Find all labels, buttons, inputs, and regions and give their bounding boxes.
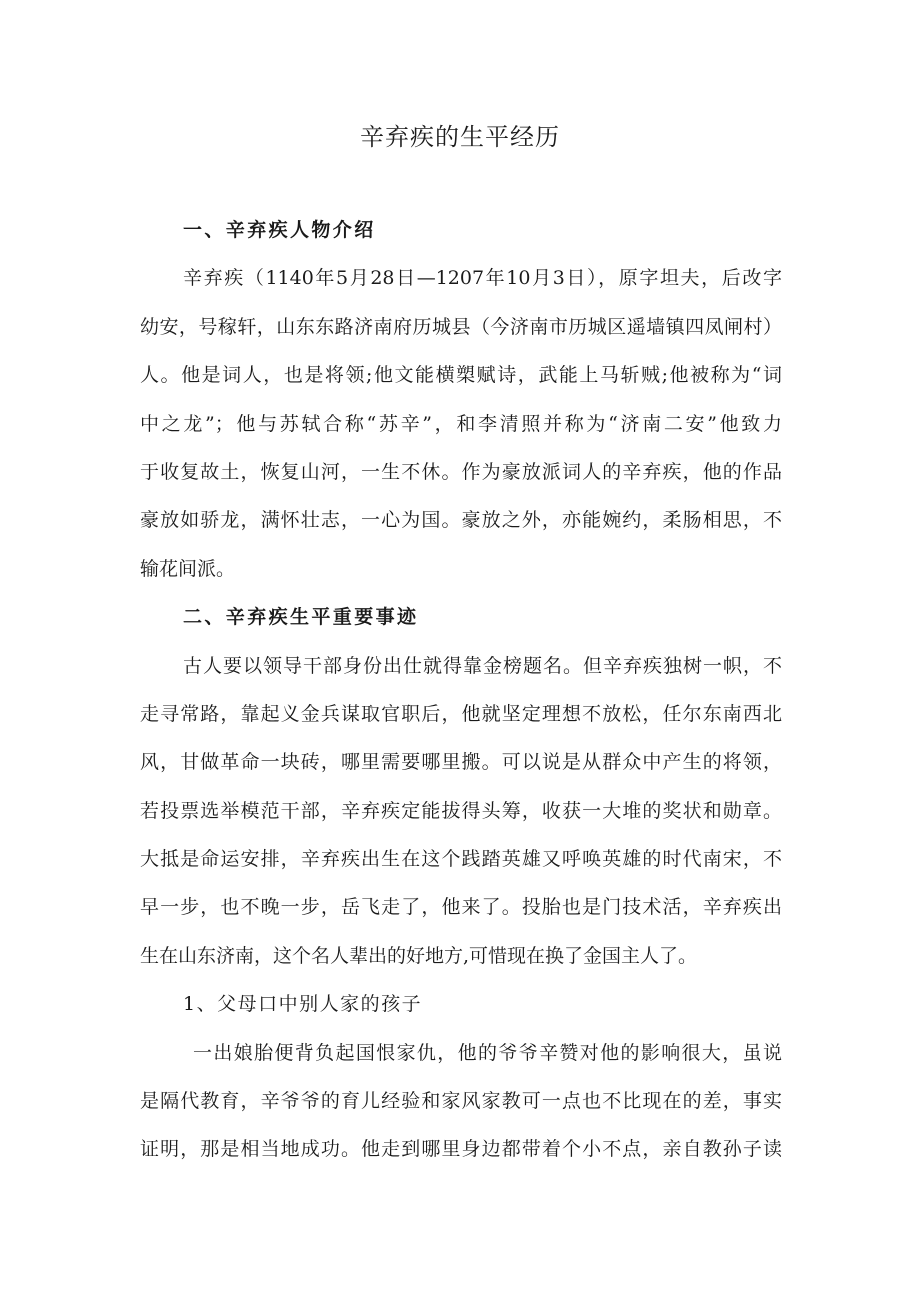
paragraph-line: 幼安，号稼轩，山东东路济南府历城县（今济南市历城区遥墙镇四凤闸村）	[140, 315, 782, 338]
section-heading: 二、辛弃疾生平重要事迹	[183, 606, 419, 629]
paragraph-line: 古人要以领导干部身份出仕就得靠金榜题名。但辛弃疾独树一帜，不	[183, 654, 782, 677]
document-body	[140, 206, 782, 1174]
page-title: 辛弃疾的生平经历	[360, 123, 560, 151]
paragraph-line: 是隔代教育，辛爷爷的育儿经验和家风家教可一点也不比现在的差，事实	[140, 1090, 782, 1113]
paragraph-line: 一出娘胎便背负起国恨家仇，他的爷爷辛赞对他的影响很大，虽说	[193, 1041, 782, 1064]
paragraph-line: 输花间派。	[140, 557, 236, 580]
paragraph-line: 早一步，也不晚一步，岳飞走了，他来了。投胎也是门技术活，辛弃疾出	[140, 896, 782, 919]
paragraph-line: 证明，那是相当地成功。他走到哪里身边都带着个小不点，亲自教孙子读	[140, 1138, 782, 1161]
paragraph-line: 于收复故土，恢复山河，一生不休。作为豪放派词人的辛弃疾，他的作品	[140, 460, 782, 483]
paragraph-line: 大抵是命运安排，辛弃疾出生在这个践踏英雄又呼唤英雄的时代南宋，不	[140, 848, 782, 871]
paragraph-line: 辛弃疾（1140年5月28日—1207年10月3日），原字坦夫，后改字	[183, 267, 782, 290]
paragraph-line: 豪放如骄龙，满怀壮志，一心为国。豪放之外，亦能婉约，柔肠相思，不	[140, 509, 782, 532]
section-heading: 一、辛弃疾人物介绍	[183, 219, 376, 241]
paragraph-line: 走寻常路，靠起义金兵谋取官职后，他就坚定理想不放松，任尔东南西北	[140, 702, 782, 725]
paragraph-line: 风，甘做革命一块砖，哪里需要哪里搬。可以说是从群众中产生的将领，	[140, 751, 782, 774]
paragraph-line: 生在山东济南，这个名人辈出的好地方,可惜现在换了金国主人了。	[140, 944, 698, 967]
subsection-heading: 1、父母口中别人家的孩子	[183, 993, 423, 1016]
paragraph-line: 人。他是词人，也是将领;他文能横槊赋诗，武能上马斩贼;他被称为“词	[140, 364, 782, 387]
paragraph-line: 若投票选举模范干部，辛弃疾定能拔得头筹，收获一大堆的奖状和勋章。	[140, 799, 782, 822]
paragraph-line: 中之龙”；他与苏轼合称“苏辛”，和李清照并称为“济南二安”他致力	[140, 412, 782, 435]
